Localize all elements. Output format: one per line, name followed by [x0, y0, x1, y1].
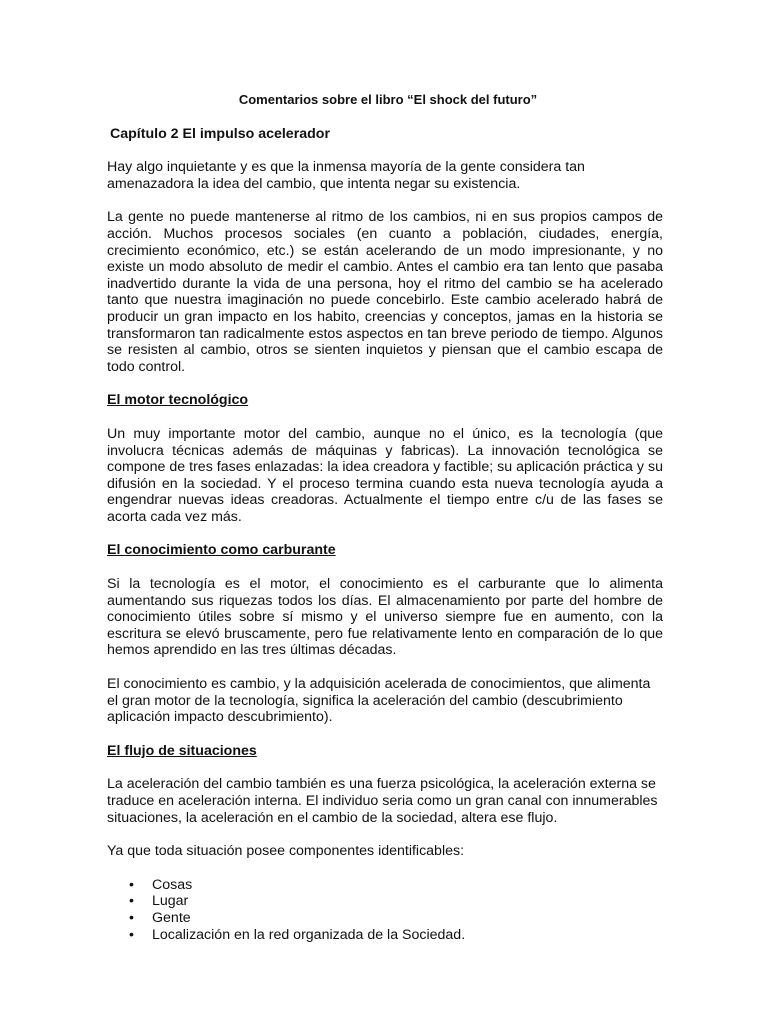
document-title: Comentarios sobre el libro “El shock del futuro” — [238, 92, 538, 107]
section-flujo-paragraph-1: La aceleración del cambio también es una fuerza psicológica, la aceleración externa se traduce en aceleración interna. El individuo seria como un gran canal con innumerables situaciones, la aceleración en el cambio de la sociedad, altera ese flujo. — [107, 776, 658, 826]
list-item-text: Localización en la red organizada de la Sociedad. — [152, 926, 466, 943]
bullet-icon: • — [129, 876, 134, 893]
section-heading-conocimiento: El conocimiento como carburante — [107, 542, 336, 559]
chapter-heading: Capítulo 2 El impulso acelerador — [110, 125, 330, 142]
section-heading-flujo: El flujo de situaciones — [107, 742, 257, 759]
bullet-list — [107, 877, 663, 943]
section-conocimiento-paragraph-2: El conocimiento es cambio, y la adquisición acelerada de conocimientos, que alimenta el gran motor de la tecnología, significa la aceleración del cambio (descubrimiento aplicación impacto descubrimiento). — [107, 676, 651, 726]
bullet-icon: • — [129, 909, 134, 926]
bullet-icon: • — [129, 893, 134, 910]
list-item — [129, 877, 663, 894]
section-motor-paragraph-1: Un muy importante motor del cambio, aunque no el único, es la tecnología (que involucra técnicas además de máquinas y fabricas). La innovación tecnológica se compone de tres fases enlazadas: la idea creadora y factible; su aplicación práctica y su difusión en la sociedad. Y el proceso termina cuando esta nueva tecnología ayuda a engendrar nuevas ideas creadoras. Actualmente el tiempo entre c/u de las fases se acorta cada vez más. — [107, 425, 663, 525]
bullet-icon: • — [129, 926, 134, 943]
intro-paragraph-1: Hay algo inquietante y es que la inmensa mayoría de la gente considera tan amenazadora la idea del cambio, que intenta negar su existencia. — [107, 159, 585, 192]
list-item — [129, 910, 663, 927]
section-flujo-paragraph-2: Ya que toda situación posee componentes identificables: — [107, 843, 465, 860]
section-conocimiento-paragraph-1: Si la tecnología es el motor, el conocimiento es el carburante que lo alimenta aumentando sus riquezas todos los días. El almacenamiento por parte del hombre de conocimiento útiles sobre sí mismo y el universo siempre fue en aumento, con la escritura se elevó bruscamente, pero fue relativamente lento en comparación de lo que hemos aprendido en las tres últimas décadas. — [107, 576, 663, 659]
list-item-text: Cosas — [152, 876, 193, 893]
list-item — [129, 927, 663, 944]
document-page — [107, 92, 663, 943]
list-item — [129, 893, 663, 910]
intro-paragraph-2: La gente no puede mantenerse al ritmo de los cambios, ni en sus propios campos de acción. Muchos procesos sociales (en cuanto a población, ciudades, energía, crecimiento económico, etc.) se están acelerando de un modo impresionante, y no existe un modo absoluto de medir el cambio. Antes el cambio era tan lento que pasaba inadvertido durante la vida de una persona, hoy el ritmo del cambio se ha acelerado tanto que nuestra imaginación no puede concebirlo. Este cambio acelerado habrá de producir un gran impacto en los habito, creencias y conceptos, jamas en la historia se transformaron tan radicalmente estos aspectos en tan breve periodo de tiempo. Algunos se resisten al cambio, otros se sienten inquietos y piensan que el cambio escapa de todo control. — [107, 209, 663, 375]
section-heading-motor: El motor tecnológico — [107, 392, 249, 409]
list-item-text: Lugar — [152, 893, 189, 910]
list-item-text: Gente — [152, 909, 191, 926]
